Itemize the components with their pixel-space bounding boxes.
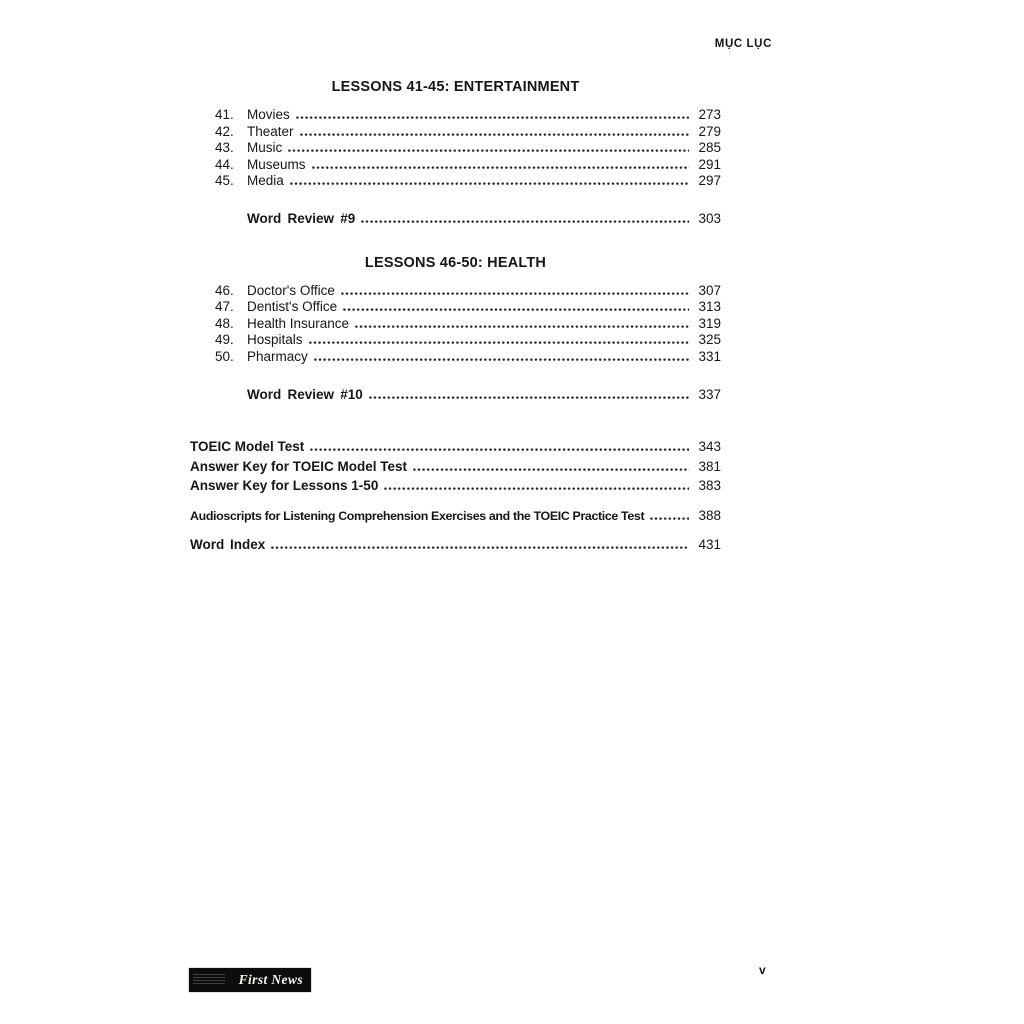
page-ref: 319 xyxy=(698,315,721,331)
dot-leader xyxy=(312,166,689,169)
word-review-entry xyxy=(247,211,721,228)
lesson-title: Music xyxy=(247,140,283,156)
lesson-list xyxy=(190,283,721,366)
lesson-number: 42. xyxy=(215,123,234,139)
page-ref: 381 xyxy=(698,458,721,474)
back-matter-label: Audioscripts for Listening Comprehension Exercises and the TOEIC Practice Test xyxy=(190,508,645,523)
word-review-entry xyxy=(247,387,721,404)
dot-leader xyxy=(296,116,689,119)
word-review-label: Word Review #9 xyxy=(247,210,356,226)
page-ref: 291 xyxy=(698,156,721,172)
toc-sections xyxy=(190,79,721,403)
lesson-title: Media xyxy=(247,173,284,189)
dot-leader xyxy=(413,468,689,471)
back-matter-entry xyxy=(190,509,721,523)
page-ref: 303 xyxy=(698,210,721,226)
back-matter-label: Answer Key for TOEIC Model Test xyxy=(190,458,408,474)
dot-leader xyxy=(384,487,689,490)
page-ref: 279 xyxy=(698,123,721,139)
lesson-number: 44. xyxy=(215,156,234,172)
dot-leader xyxy=(369,396,689,399)
publisher-logo-text: First News xyxy=(238,972,303,987)
page-ref: 313 xyxy=(698,299,721,315)
page-ref: 273 xyxy=(698,107,721,122)
back-matter-label: Word Index xyxy=(190,537,266,553)
toc-section xyxy=(190,79,721,228)
toc-content xyxy=(190,79,721,558)
dot-leader xyxy=(290,182,689,185)
page-ref: 337 xyxy=(698,386,721,402)
dot-leader xyxy=(309,341,689,344)
dot-leader xyxy=(314,358,689,361)
lesson-number: 46. xyxy=(215,282,234,298)
dot-leader xyxy=(271,546,689,549)
toc-entry xyxy=(190,157,721,174)
toc-back-matter xyxy=(190,440,721,552)
dot-leader xyxy=(343,308,689,311)
lesson-title: Pharmacy xyxy=(247,348,308,364)
lesson-title: Health Insurance xyxy=(247,315,350,331)
toc-section xyxy=(190,255,721,404)
toc-entry xyxy=(190,140,721,157)
back-matter-label: Answer Key for Lessons 1-50 xyxy=(190,478,379,494)
page-ref: 325 xyxy=(698,332,721,348)
lesson-number: 45. xyxy=(215,173,234,189)
publisher-logo xyxy=(189,968,311,992)
back-matter-label: TOEIC Model Test xyxy=(190,439,305,455)
section-heading: LESSONS 41-45: ENTERTAINMENT xyxy=(331,79,580,95)
page-ref: 307 xyxy=(698,282,721,298)
lesson-number: 41. xyxy=(215,107,234,122)
lesson-title: Theater xyxy=(247,123,294,139)
lesson-title: Doctor's Office xyxy=(247,282,335,298)
toc-entry xyxy=(190,124,721,141)
toc-entry xyxy=(190,316,721,333)
lesson-title: Hospitals xyxy=(247,332,303,348)
page-ref: 331 xyxy=(698,348,721,364)
dot-leader xyxy=(355,325,689,328)
back-matter-entry xyxy=(190,440,721,454)
toc-entry xyxy=(190,173,721,190)
publisher-logo-mark xyxy=(193,974,225,986)
dot-leader xyxy=(310,448,689,451)
header-label: MỤC LỤC xyxy=(714,38,772,50)
lesson-number: 43. xyxy=(215,140,234,156)
page-ref: 388 xyxy=(698,507,721,523)
toc-entry xyxy=(190,107,721,124)
dot-leader xyxy=(300,133,689,136)
dot-leader xyxy=(341,292,689,295)
page-number: v xyxy=(759,963,766,977)
page-ref: 285 xyxy=(698,140,721,156)
dot-leader xyxy=(288,149,689,152)
back-matter-entry xyxy=(190,538,721,552)
section-heading: LESSONS 46-50: HEALTH xyxy=(364,254,547,271)
lesson-number: 47. xyxy=(215,299,234,315)
dot-leader xyxy=(650,517,689,520)
toc-entry xyxy=(190,349,721,366)
lesson-number: 49. xyxy=(215,332,234,348)
toc-entry xyxy=(190,299,721,316)
page-ref: 431 xyxy=(698,537,721,553)
back-matter-entry xyxy=(190,460,721,474)
lesson-title: Dentist's Office xyxy=(247,299,338,315)
word-review-label: Word Review #10 xyxy=(247,386,363,402)
toc-entry xyxy=(190,283,721,300)
lesson-list xyxy=(190,107,721,190)
lesson-number: 48. xyxy=(215,315,234,331)
lesson-number: 50. xyxy=(215,348,234,364)
dot-leader xyxy=(361,220,689,223)
lesson-title: Movies xyxy=(247,107,290,122)
lesson-title: Museums xyxy=(247,156,306,172)
page-ref: 297 xyxy=(698,173,721,189)
back-matter-entry xyxy=(190,479,721,493)
page-ref: 343 xyxy=(698,439,721,455)
page-ref: 383 xyxy=(698,478,721,494)
toc-entry xyxy=(190,332,721,349)
